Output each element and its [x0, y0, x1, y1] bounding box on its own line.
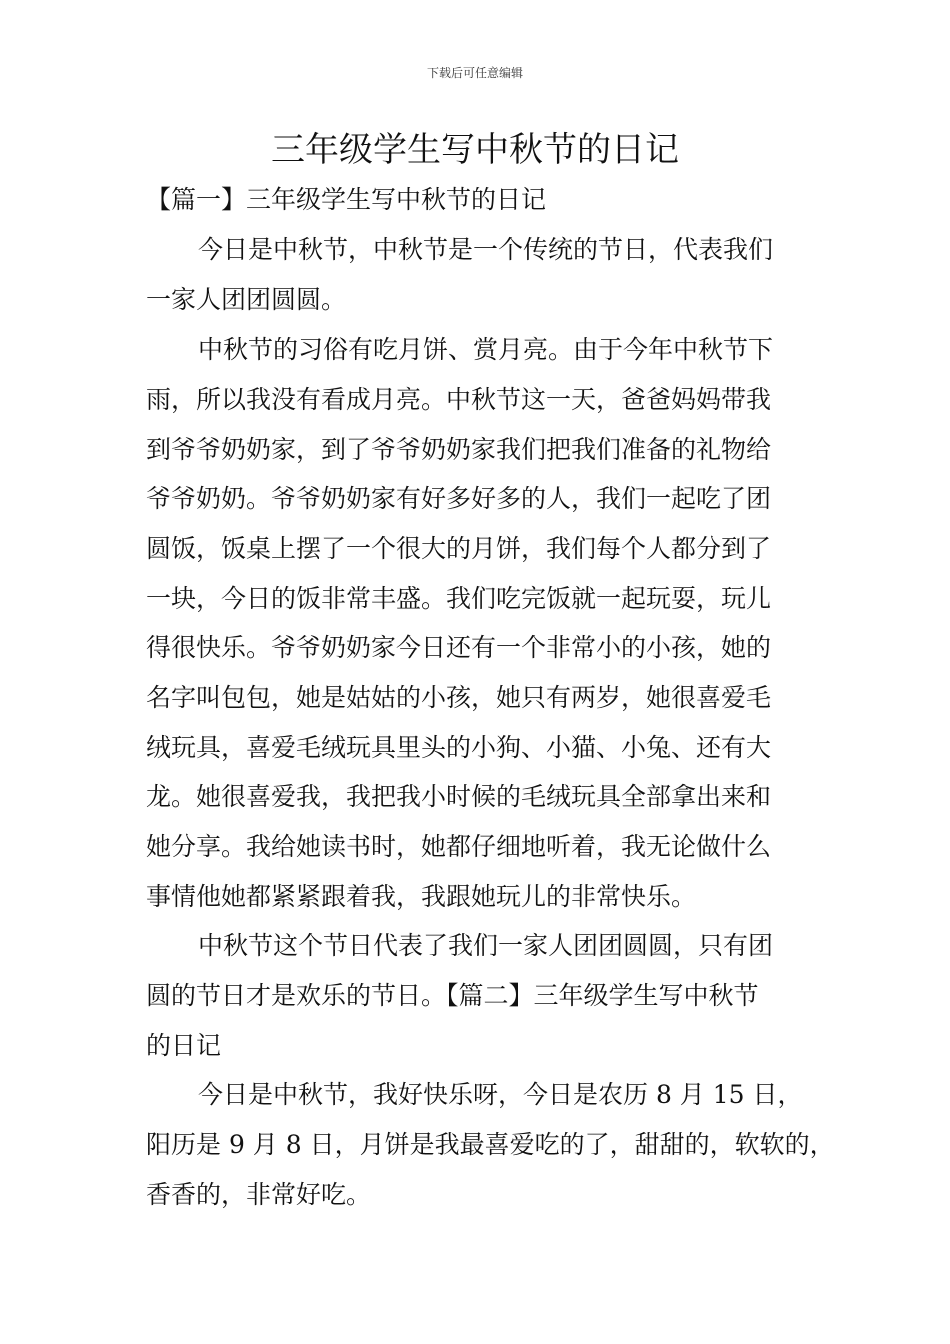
- paragraph-line: 爷爷奶奶。爷爷奶奶家有好多好多的人，我们一起吃了团: [146, 484, 772, 513]
- paragraph-line: 圆的节日才是欢乐的节日。【篇二】三年级学生写中秋节: [146, 981, 759, 1010]
- paragraph-line: 一块，今日的饭非常丰盛。我们吃完饭就一起玩耍，玩儿: [146, 584, 772, 613]
- paragraph-line: 今日是中秋节，中秋节是一个传统的节日，代表我们: [198, 235, 774, 264]
- document-title: 三年级学生写中秋节的日记: [271, 130, 679, 170]
- paragraph-line: 雨，所以我没有看成月亮。中秋节这一天，爸爸妈妈带我: [146, 385, 772, 414]
- paragraph-line: 香香的，非常好吃。: [146, 1180, 372, 1209]
- paragraph-line: 中秋节这个节日代表了我们一家人团团圆圆，只有团: [198, 931, 774, 960]
- paragraph-line: 名字叫包包，她是姑姑的小孩，她只有两岁，她很喜爱毛: [146, 683, 772, 712]
- paragraph-line: 圆饭，饭桌上摆了一个很大的月饼，我们每个人都分到了: [146, 534, 772, 563]
- paragraph-line: 一家人团团圆圆。: [146, 285, 347, 314]
- paragraph-line: 得很快乐。爷爷奶奶家今日还有一个非常小的小孩，她的: [146, 633, 772, 662]
- paragraph-line: 到爷爷奶奶家，到了爷爷奶奶家我们把我们准备的礼物给: [146, 435, 772, 464]
- paragraph-line: 绒玩具，喜爱毛绒玩具里头的小狗、小猫、小兔、还有大: [146, 733, 772, 762]
- section-heading-1: 【篇一】三年级学生写中秋节的日记: [146, 185, 547, 214]
- paragraph-line: 今日是中秋节，我好快乐呀，今日是农历 8 月 15 日，: [198, 1080, 803, 1109]
- paragraph-line: 她分享。我给她读书时，她都仔细地听着，我无论做什么: [146, 832, 772, 861]
- paragraph-line: 阳历是 9 月 8 日，月饼是我最喜爱吃的了，甜甜的，软软的，: [146, 1130, 835, 1159]
- header-note: 下载后可任意编辑: [426, 66, 523, 80]
- paragraph-line: 事情他她都紧紧跟着我，我跟她玩儿的非常快乐。: [146, 882, 697, 911]
- paragraph-line: 龙。她很喜爱我，我把我小时候的毛绒玩具全部拿出来和: [146, 782, 772, 811]
- paragraph-line: 的日记: [146, 1031, 222, 1060]
- paragraph-line: 中秋节的习俗有吃月饼、赏月亮。由于今年中秋节下: [198, 335, 774, 364]
